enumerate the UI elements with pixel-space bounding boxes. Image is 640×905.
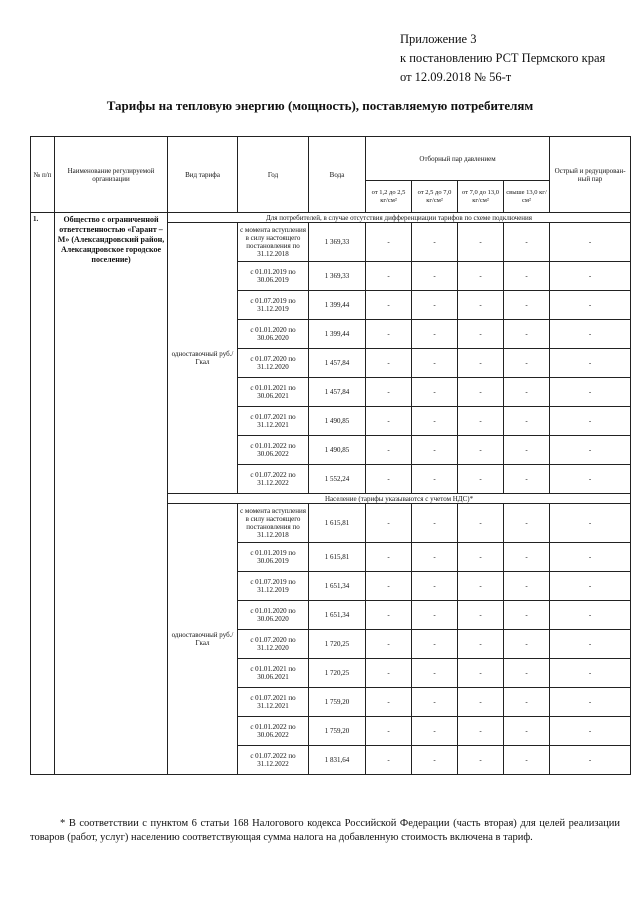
empty-value-dash: - — [412, 436, 458, 465]
empty-value-dash: - — [412, 223, 458, 262]
water-tariff-value: 1 651,34 — [309, 601, 366, 630]
empty-value-dash: - — [550, 601, 631, 630]
water-tariff-value: 1 552,24 — [309, 465, 366, 494]
empty-value-dash: - — [550, 223, 631, 262]
water-tariff-value: 1 490,85 — [309, 436, 366, 465]
section-heading: Население (тарифы указываются с учетом НДС)* — [168, 494, 631, 504]
empty-value-dash: - — [412, 407, 458, 436]
header-sharp-steam: Острый и редуцирован-ный пар — [550, 137, 631, 213]
empty-value-dash: - — [458, 601, 504, 630]
tariff-period: с 01.01.2019 по 30.06.2019 — [238, 262, 309, 291]
tariff-period: с 01.01.2020 по 30.06.2020 — [238, 601, 309, 630]
empty-value-dash: - — [366, 572, 412, 601]
empty-value-dash: - — [504, 572, 550, 601]
empty-value-dash: - — [366, 223, 412, 262]
empty-value-dash: - — [504, 465, 550, 494]
empty-value-dash: - — [366, 349, 412, 378]
empty-value-dash: - — [504, 262, 550, 291]
empty-value-dash: - — [366, 688, 412, 717]
empty-value-dash: - — [550, 320, 631, 349]
tariff-period: с 01.07.2020 по 31.12.2020 — [238, 630, 309, 659]
empty-value-dash: - — [550, 504, 631, 543]
tariff-kind: одноставочный руб./Гкал — [168, 223, 238, 494]
empty-value-dash: - — [366, 746, 412, 775]
appendix-line-2: к постановлению РСТ Пермского края — [400, 51, 606, 65]
tariff-period: с 01.01.2021 по 30.06.2021 — [238, 659, 309, 688]
header-kind: Вид тарифа — [168, 137, 238, 213]
header-steam-col-1: от 1,2 до 2,5 кг/см² — [366, 181, 412, 213]
empty-value-dash: - — [504, 223, 550, 262]
empty-value-dash: - — [458, 291, 504, 320]
tariff-table — [30, 136, 631, 775]
empty-value-dash: - — [550, 407, 631, 436]
empty-value-dash: - — [504, 746, 550, 775]
water-tariff-value: 1 369,33 — [309, 223, 366, 262]
empty-value-dash: - — [504, 630, 550, 659]
empty-value-dash: - — [458, 378, 504, 407]
empty-value-dash: - — [458, 688, 504, 717]
empty-value-dash: - — [550, 349, 631, 378]
empty-value-dash: - — [412, 746, 458, 775]
empty-value-dash: - — [412, 465, 458, 494]
empty-value-dash: - — [366, 262, 412, 291]
empty-value-dash: - — [550, 746, 631, 775]
empty-value-dash: - — [458, 504, 504, 543]
empty-value-dash: - — [504, 349, 550, 378]
tariff-period: с 01.01.2020 по 30.06.2020 — [238, 320, 309, 349]
appendix-line-3: от 12.09.2018 № 56-т — [400, 70, 512, 84]
empty-value-dash: - — [366, 291, 412, 320]
header-steam-col-4: свыше 13,0 кг/см² — [504, 181, 550, 213]
empty-value-dash: - — [550, 688, 631, 717]
empty-value-dash: - — [412, 601, 458, 630]
empty-value-dash: - — [458, 543, 504, 572]
empty-value-dash: - — [458, 407, 504, 436]
empty-value-dash: - — [366, 436, 412, 465]
empty-value-dash: - — [458, 262, 504, 291]
empty-value-dash: - — [550, 630, 631, 659]
section-heading: Для потребителей, в случае отсутствия дифференциации тарифов по схеме подключения — [168, 213, 631, 223]
footnote: * В соответствии с пунктом 6 статьи 168 Налогового кодекса Российской Федерации (часть вторая) для целей реализации товаров (работ, услуг) населению соответствующая сумма налога на добавленную стоимость включена в тариф. — [30, 818, 620, 843]
empty-value-dash: - — [412, 659, 458, 688]
header-water: Вода — [309, 137, 366, 213]
tariff-period: с момента вступления в силу настоящего постановления по 31.12.2018 — [238, 504, 309, 543]
empty-value-dash: - — [504, 378, 550, 407]
water-tariff-value: 1 651,34 — [309, 572, 366, 601]
empty-value-dash: - — [366, 601, 412, 630]
tariff-period: с 01.01.2021 по 30.06.2021 — [238, 378, 309, 407]
empty-value-dash: - — [504, 717, 550, 746]
empty-value-dash: - — [458, 630, 504, 659]
empty-value-dash: - — [504, 407, 550, 436]
empty-value-dash: - — [458, 659, 504, 688]
water-tariff-value: 1 759,20 — [309, 688, 366, 717]
empty-value-dash: - — [412, 630, 458, 659]
empty-value-dash: - — [458, 572, 504, 601]
empty-value-dash: - — [458, 349, 504, 378]
empty-value-dash: - — [366, 378, 412, 407]
tariff-period: с 01.07.2021 по 31.12.2021 — [238, 407, 309, 436]
water-tariff-value: 1 720,25 — [309, 659, 366, 688]
empty-value-dash: - — [550, 543, 631, 572]
tariff-period: с 01.07.2019 по 31.12.2019 — [238, 572, 309, 601]
water-tariff-value: 1 457,84 — [309, 349, 366, 378]
empty-value-dash: - — [412, 688, 458, 717]
empty-value-dash: - — [504, 543, 550, 572]
empty-value-dash: - — [550, 572, 631, 601]
empty-value-dash: - — [550, 659, 631, 688]
water-tariff-value: 1 720,25 — [309, 630, 366, 659]
empty-value-dash: - — [458, 436, 504, 465]
water-tariff-value: 1 615,81 — [309, 543, 366, 572]
tariff-period: с 01.07.2022 по 31.12.2022 — [238, 746, 309, 775]
tariff-period: с 01.07.2020 по 31.12.2020 — [238, 349, 309, 378]
empty-value-dash: - — [504, 320, 550, 349]
empty-value-dash: - — [550, 378, 631, 407]
row-number: 1. — [31, 213, 55, 775]
empty-value-dash: - — [458, 717, 504, 746]
water-tariff-value: 1 831,64 — [309, 746, 366, 775]
empty-value-dash: - — [504, 436, 550, 465]
water-tariff-value: 1 615,81 — [309, 504, 366, 543]
water-tariff-value: 1 399,44 — [309, 320, 366, 349]
header-steam-col-2: от 2,5 до 7,0 кг/см² — [412, 181, 458, 213]
header-steam-group: Отборный пар давлением — [366, 137, 550, 181]
empty-value-dash: - — [412, 504, 458, 543]
organization-name: Общество с ограниченной ответственностью «Гарант – М» (Александровский район, Александровское городское поселение) — [55, 213, 168, 775]
empty-value-dash: - — [504, 504, 550, 543]
water-tariff-value: 1 490,85 — [309, 407, 366, 436]
empty-value-dash: - — [458, 320, 504, 349]
water-tariff-value: 1 759,20 — [309, 717, 366, 746]
header-steam-col-3: от 7,0 до 13,0 кг/см² — [458, 181, 504, 213]
empty-value-dash: - — [504, 291, 550, 320]
empty-value-dash: - — [504, 688, 550, 717]
empty-value-dash: - — [504, 601, 550, 630]
header-year: Год — [238, 137, 309, 213]
empty-value-dash: - — [504, 659, 550, 688]
document-title: Тарифы на тепловую энергию (мощность), поставляемую потребителям — [106, 98, 534, 113]
header-org: Наименование регулируемой организации — [55, 137, 168, 213]
header-num: № п/п — [31, 137, 55, 213]
tariff-kind: одноставочный руб./Гкал — [168, 504, 238, 775]
appendix-line-1: Приложение 3 — [400, 32, 477, 46]
water-tariff-value: 1 399,44 — [309, 291, 366, 320]
water-tariff-value: 1 457,84 — [309, 378, 366, 407]
tariff-period: с момента вступления в силу настоящего постановления по 31.12.2018 — [238, 223, 309, 262]
empty-value-dash: - — [366, 504, 412, 543]
empty-value-dash: - — [550, 436, 631, 465]
empty-value-dash: - — [550, 717, 631, 746]
water-tariff-value: 1 369,33 — [309, 262, 366, 291]
empty-value-dash: - — [366, 717, 412, 746]
empty-value-dash: - — [412, 717, 458, 746]
empty-value-dash: - — [366, 407, 412, 436]
empty-value-dash: - — [412, 378, 458, 407]
empty-value-dash: - — [550, 262, 631, 291]
tariff-period: с 01.01.2022 по 30.06.2022 — [238, 717, 309, 746]
empty-value-dash: - — [412, 349, 458, 378]
empty-value-dash: - — [412, 543, 458, 572]
empty-value-dash: - — [458, 465, 504, 494]
empty-value-dash: - — [366, 630, 412, 659]
empty-value-dash: - — [412, 262, 458, 291]
empty-value-dash: - — [412, 572, 458, 601]
tariff-period: с 01.07.2019 по 31.12.2019 — [238, 291, 309, 320]
empty-value-dash: - — [458, 223, 504, 262]
empty-value-dash: - — [366, 659, 412, 688]
empty-value-dash: - — [550, 465, 631, 494]
tariff-period: с 01.07.2022 по 31.12.2022 — [238, 465, 309, 494]
appendix-reference — [400, 30, 630, 87]
empty-value-dash: - — [366, 465, 412, 494]
empty-value-dash: - — [366, 320, 412, 349]
empty-value-dash: - — [366, 543, 412, 572]
empty-value-dash: - — [550, 291, 631, 320]
tariff-period: с 01.07.2021 по 31.12.2021 — [238, 688, 309, 717]
empty-value-dash: - — [412, 320, 458, 349]
empty-value-dash: - — [458, 746, 504, 775]
empty-value-dash: - — [412, 291, 458, 320]
tariff-period: с 01.01.2022 по 30.06.2022 — [238, 436, 309, 465]
section-heading-row — [31, 213, 631, 223]
tariff-period: с 01.01.2019 по 30.06.2019 — [238, 543, 309, 572]
